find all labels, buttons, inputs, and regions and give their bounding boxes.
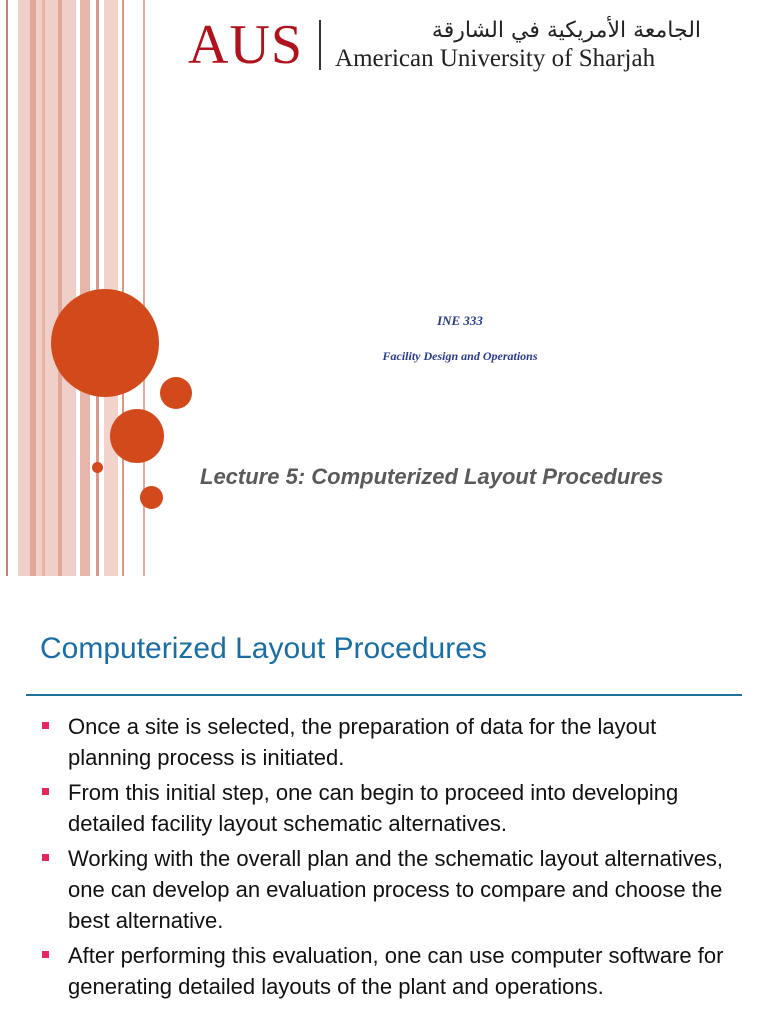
decor-circle [92,462,103,473]
lecture-title: Lecture 5: Computerized Layout Procedures [200,464,664,489]
bullet-square-icon [42,722,49,729]
course-name: Facility Design and Operations [382,349,538,363]
decor-circle [110,409,164,463]
decor-stripe [58,0,62,576]
bullet-square-icon [42,788,49,795]
logo-divider [319,20,321,70]
course-code: INE 333 [437,313,483,328]
bullet-item [40,777,740,839]
logo-abbr: AUS [188,14,304,76]
decor-stripe [104,0,118,576]
decor-circle [160,377,192,409]
bullet-text: From this initial step, one can begin to proceed into developing detailed facility layout schematic alternatives. [68,780,679,836]
university-logo [188,14,701,76]
bullet-text: Working with the overall plan and the schematic layout alternatives, one can develop an evaluation process to compare and choose the best alternative. [68,846,724,933]
decor-stripe [96,0,99,576]
bullet-text: Once a site is selected, the preparation of data for the layout planning process is initiated. [68,714,657,770]
logo-arabic-name: الجامعة الأمريكية في الشارقة [431,18,702,43]
bullet-list [40,711,740,1006]
slide-title: Computerized Layout Procedures [40,632,487,665]
bullet-square-icon [42,854,49,861]
decor-stripe [80,0,90,576]
title-divider [26,694,742,696]
logo-text [335,17,701,73]
bullet-text: After performing this evaluation, one can use computer software for generating detailed layouts of the plant and operations. [68,943,724,999]
decor-stripe [30,0,36,576]
decor-circle [51,289,159,397]
decor-stripe [18,0,76,576]
bullet-item [40,843,740,936]
content-slide [0,576,768,1024]
bullet-item [40,711,740,773]
bullet-item [40,940,740,1002]
decor-stripe [122,0,124,576]
logo-english-name: American University of Sharjah [335,45,656,72]
decor-stripe [42,0,45,576]
decor-stripe [6,0,8,576]
bullet-square-icon [42,951,49,958]
decor-circle [140,486,163,509]
